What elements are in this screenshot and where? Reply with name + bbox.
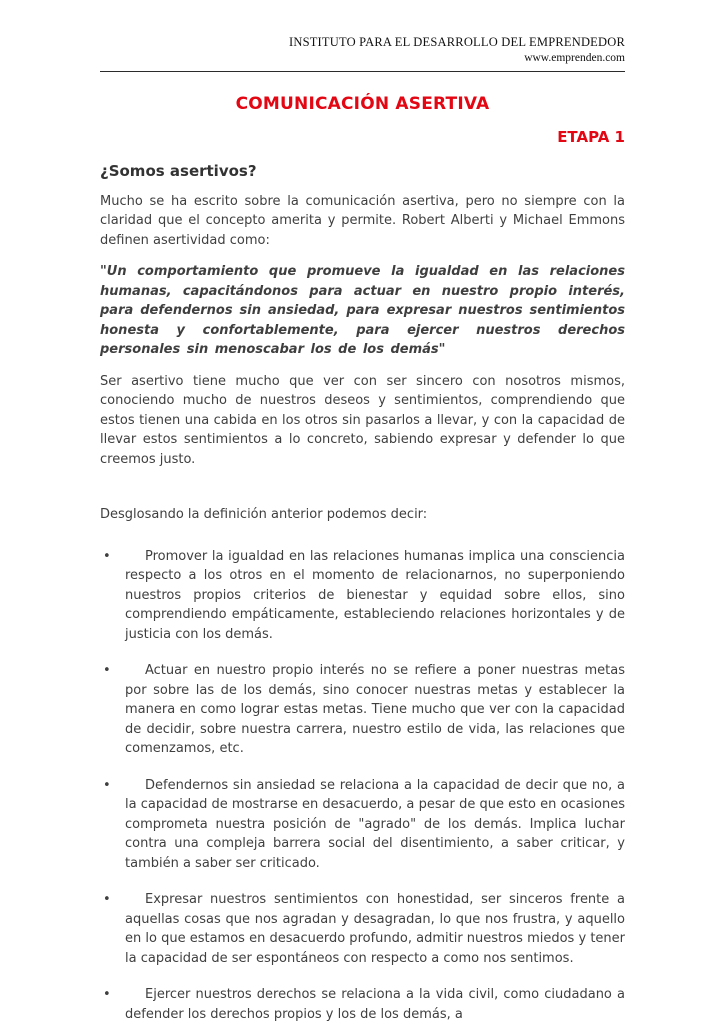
list-item (100, 661, 625, 759)
bullet-icon: • (103, 892, 111, 908)
bullet-text: Actuar en nuestro propio interés no se refiere a poner nuestras metas por sobre las de los demás, sino conocer nuestras metas y establecer la manera en como lograr estas metas. Tiene mucho que ver con la capacidad de decidir, sobre nuestra carrera, nuestro estilo de vida, las relaciones que comenzamos, etc. (125, 663, 625, 757)
bullet-text: Defendernos sin ansiedad se relaciona a la capacidad de decir que no, a la capacidad de mostrarse en desacuerdo, a pesar de que esto en ocasiones comprometa nuestra posición de "agrado" de los demás. Implica luchar contra una compleja barrera social del disentimiento, a saber criticar, y también a saber ser criticado. (125, 777, 625, 871)
list-item (100, 776, 625, 874)
document-title: COMUNICACIÓN ASERTIVA (235, 93, 490, 114)
paragraph-breakdown-intro: Desglosando la definición anterior podemos decir: (100, 507, 428, 523)
stage-label: ETAPA 1 (557, 127, 625, 146)
bullet-icon: • (103, 987, 111, 1003)
list-item (100, 890, 625, 968)
paragraph-being-assertive: Ser asertivo tiene mucho que ver con ser sincero con nosotros mismos, conociendo mucho de nuestros deseos y sentimientos, comprendiendo que estos tienen una cabida en los otros sin pasarlos a llevar, y con la capacidad de llevar estos sentimientos a lo concreto, sabiendo expresar y defender lo que creemos justo. (100, 373, 625, 467)
document-header (100, 34, 625, 66)
definition-quote: "Un comportamiento que promueve la igualdad en las relaciones humanas, capacitándonos para actuar en nuestro propio interés, para defendernos sin ansiedad, para expresar nuestros sentimientos honesta y confortablemente, para ejercer nuestros derechos personales sin menoscabar los de los demás" (100, 264, 625, 358)
bullet-icon: • (103, 777, 111, 793)
website-url: www.emprenden.com (524, 51, 625, 64)
bullet-list (100, 547, 625, 1024)
section-heading: ¿Somos asertivos? (100, 161, 257, 180)
intro-paragraph: Mucho se ha escrito sobre la comunicación asertiva, pero no siempre con la claridad que el concepto amerita y permite. Robert Alberti y Michael Emmons definen asertividad como: (100, 193, 625, 248)
bullet-icon: • (103, 663, 111, 679)
list-item (100, 547, 625, 645)
institute-name: INSTITUTO PARA EL DESARROLLO DEL EMPRENDEDOR (288, 35, 625, 49)
bullet-text: Promover la igualdad en las relaciones humanas implica una consciencia respecto a los otros en el momento de relacionarnos, no superponiendo nuestros propios criterios de bienestar y equidad sobre ellos, sino comprendiendo empáticamente, estableciendo relaciones horizontales y de justicia con los demás. (125, 548, 625, 642)
bullet-text: Ejercer nuestros derechos se relaciona a la vida civil, como ciudadano a defender los derechos propios y los de los demás, a (125, 987, 625, 1022)
bullet-icon: • (103, 548, 111, 564)
list-item (100, 985, 625, 1024)
bullet-text: Expresar nuestros sentimientos con honestidad, ser sinceros frente a aquellas cosas que nos agradan y desagradan, lo que nos frustra, y aquello en lo que estamos en desacuerdo profundo, admitir nuestros miedos y tener la capacidad de ser espontáneos con respecto a como nos sentimos. (125, 892, 625, 966)
header-divider (100, 71, 625, 72)
